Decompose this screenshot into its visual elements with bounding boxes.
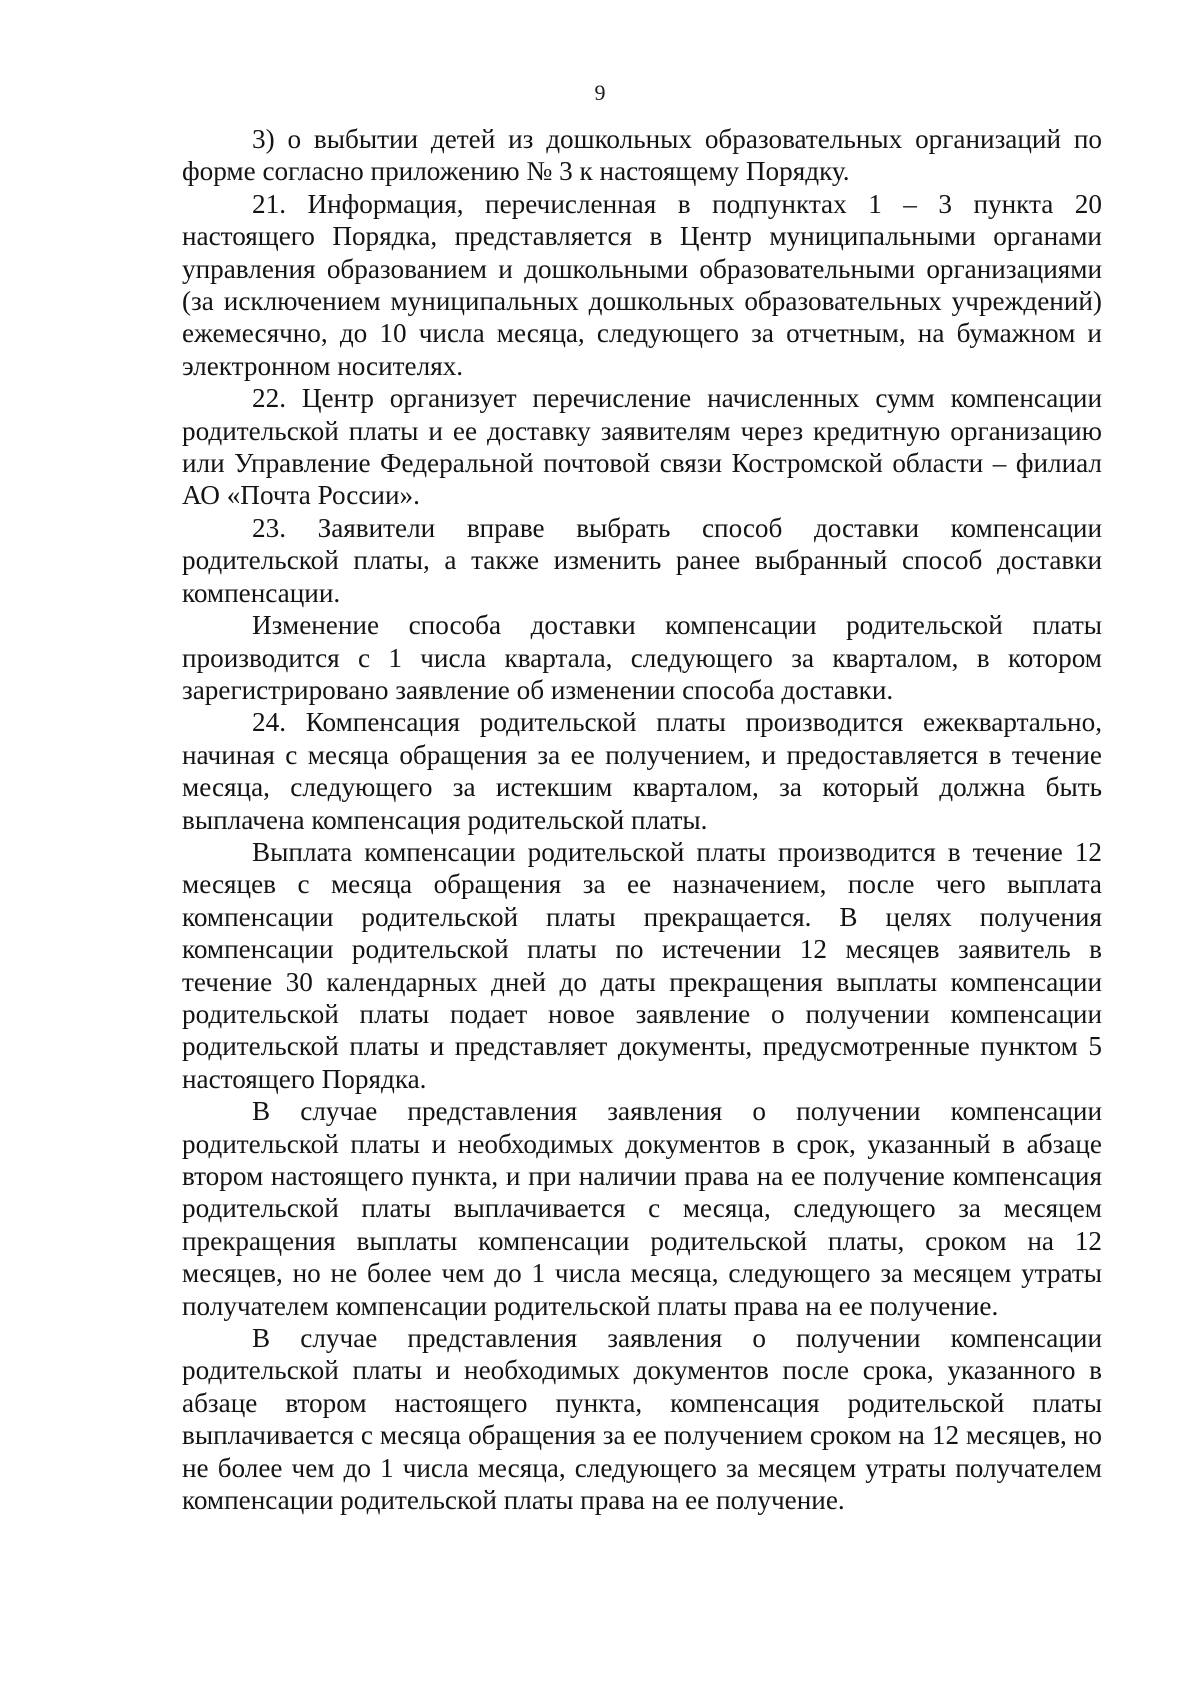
paragraph-clause-23: 23. Заявители вправе выбрать способ доставки компенсации родительской платы, а также изменить ранее выбранный способ доставки компенсации. bbox=[182, 512, 1102, 608]
page-number: 9 bbox=[594, 80, 606, 105]
paragraph-late-application: В случае представления заявления о получении компенсации родительской платы и необходимых документов после срока, указанного в абзаце втором настоящего пункта, компенсация родительской платы выплачивается с месяца обращения за ее получением сроком на 12 месяцев, но не более чем до 1 числа месяца, следующего за месяцем утраты получателем компенсации родительской платы права на ее получение. bbox=[182, 1323, 1102, 1516]
paragraph-clause-24: 24. Компенсация родительской платы производится ежеквартально, начиная с месяца обращения за ее получением, и предоставляется в течение месяца, следующего за истекшим кварталом, за который должна быть выплачена компенсация родительской платы. bbox=[182, 707, 1102, 835]
paragraph-item-3: 3) о выбытии детей из дошкольных образовательных организаций по форме согласно приложению № 3 к настоящему Порядку. bbox=[182, 124, 1102, 187]
paragraph-delivery-change: Изменение способа доставки компенсации родительской платы производится с 1 числа квартала, следующего за кварталом, в котором зарегистрировано заявление об изменении способа доставки. bbox=[182, 610, 1102, 705]
paragraph-timely-application: В случае представления заявления о получении компенсации родительской платы и необходимых документов в срок, указанный в абзаце втором настоящего пункта, и при наличии права на ее получение компенсация родительской платы выплачивается с месяца, следующего за месяцем прекращения выплаты компенсации родительской платы, сроком на 12 месяцев, но не более чем до 1 числа месяца, следующего за месяцем утраты получателем компенсации родительской платы права на ее получение. bbox=[182, 1096, 1102, 1321]
paragraph-clause-21: 21. Информация, перечисленная в подпунктах 1 – 3 пункта 20 настоящего Порядка, представляется в Центр муниципальными органами управления образованием и дошкольными образовательными организациями (за исключением муниципальных дошкольных образовательных учреждений) ежемесячно, до 10 числа месяца, следующего за отчетным, на бумажном и электронном носителях. bbox=[182, 188, 1102, 381]
paragraph-clause-22: 22. Центр организует перечисление начисленных сумм компенсации родительской платы и ее доставку заявителям через кредитную организацию или Управление Федеральной почтовой связи Костромской области – филиал АО «Почта России». bbox=[182, 383, 1102, 511]
document-body bbox=[182, 123, 1102, 1516]
paragraph-payment-period: Выплата компенсации родительской платы производится в течение 12 месяцев с месяца обращения за ее назначением, после чего выплата компенсации родительской платы прекращается. В целях получения компенсации родительской платы по истечении 12 месяцев заявитель в течение 30 календарных дней до даты прекращения выплаты компенсации родительской платы подает новое заявление о получении компенсации родительской платы и представляет документы, предусмотренные пунктом 5 настоящего Порядка. bbox=[182, 836, 1102, 1094]
